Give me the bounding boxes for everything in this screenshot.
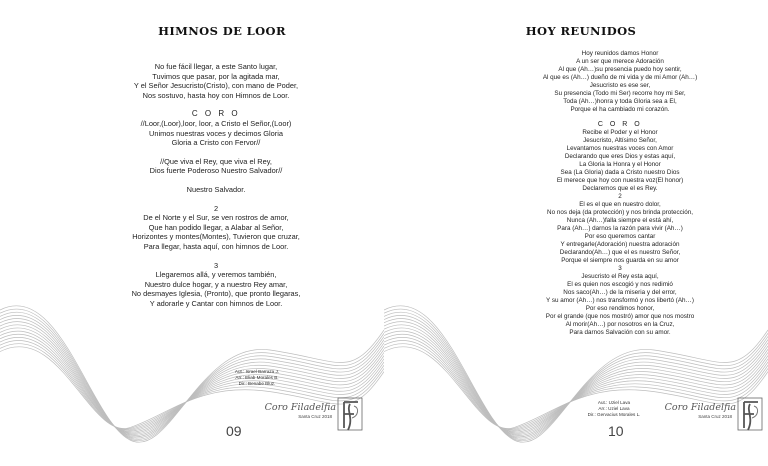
lyric-line: Por eso queremos cantar (584, 233, 656, 240)
brand-subtitle: Santa Cruz 2018 (298, 414, 332, 419)
lyric-line: No fue fácil llegar, a este Santo lugar, (154, 62, 278, 71)
lyric-line: 3 (618, 265, 622, 272)
lyric-line: 2 (213, 203, 219, 213)
lyric-line: Y entregarle(Adoración) nuestra adoración (560, 241, 680, 248)
lyric-line: De el Norte y el Sur, se ven rostros de amor, (143, 213, 289, 223)
monogram-icon (336, 396, 366, 434)
brand-name: Coro Filadelfia (264, 402, 336, 413)
lyric-line: Jesucristo es ese ser, (589, 82, 651, 89)
credit-line: Aut.: Uziel Lava (597, 400, 631, 405)
stanza-gap (96, 176, 336, 185)
lyric-line: Por eso rendimos honor, (585, 305, 655, 312)
lyric-line: Porque el siempre nos guarda en su amor (561, 257, 679, 264)
page-number: 09 (226, 423, 242, 439)
lyric-line: La Gloria la Honra y el Honor (579, 161, 661, 168)
lyric-line: No nos deja (da protección) y nos brinda protección, (547, 209, 693, 216)
brand-name: Coro Filadelfia (664, 402, 736, 413)
lyric-line: Declarando que eres Dios y estas aquí, (564, 153, 676, 160)
credit-line: Arr.: Eliab Morales B. (235, 375, 279, 381)
brand-subtitle: Santa Cruz 2018 (698, 414, 732, 419)
lyric-line: Horizontes y montes(Montes), Tuvieron que cruzar, (132, 232, 300, 242)
lyric-line: A un ser que merece Adoración (576, 58, 664, 65)
lyric-line: Nos saco(Ah…) de la miseria y del error, (563, 289, 677, 296)
stanza-gap (96, 252, 336, 261)
lyric-line: Para (Ah…) darnos la razón para vivir (Ah…) (557, 225, 683, 232)
credits (222, 369, 292, 388)
lyric-line: 3 (213, 260, 219, 270)
lyric-line: Y adorarle y Cantar con himnos de Loor. (149, 298, 283, 308)
lyric-line: Toda (Ah…)honra y toda Gloria sea a El, (563, 98, 677, 105)
stanza-gap (96, 148, 336, 157)
lyric-line: Unimos nuestras voces y decimos Gloria (149, 128, 283, 138)
page-title: HIMNOS DE LOOR (158, 24, 286, 38)
lyric-line: Hoy reunidos damos Honor (581, 50, 659, 57)
credit-line: Dir.: Gervacius Morales L. (587, 412, 641, 418)
credit-line: Dir.: Benabe Bluz. (238, 381, 276, 387)
stanza-gap (96, 100, 336, 109)
lyric-line: Por el grande (que nos mostró) amor que nos mostro (545, 313, 695, 320)
lyric-line: Gloria a Cristo con Fervor// (171, 138, 261, 148)
brand-logo (646, 396, 766, 436)
page-right (384, 0, 768, 466)
lyric-line: //Loor,(Loor),loor, loor, a Cristo el Señor,(Loor) (140, 118, 292, 128)
lyric-line: Llegaremos allá, y veremos también, (155, 270, 277, 280)
credit-line: Arr.: Uziel Lava (598, 406, 630, 412)
lyric-line: Y su amor (Ah…) nos transformó y nos libertó (Ah…) (546, 297, 694, 304)
lyric-line: Para darnos Salvación con su amor. (569, 329, 671, 336)
lyric-line: Nuestro Salvador. (186, 184, 246, 194)
lyric-line: Tuvimos que pasar, por la agitada mar, (152, 71, 280, 81)
lyric-line: No desmayes Iglesia, (Pronto), que pronto llegaras, (131, 289, 301, 299)
monogram-icon (736, 396, 766, 434)
lyric-line: //Que viva el Rey, que viva el Rey, (160, 156, 272, 166)
credits (584, 400, 644, 419)
lyric-line: Declarando(Ah…) que el es nuestro Señor, (559, 249, 681, 256)
lyrics (96, 62, 336, 308)
lyric-line: Al que (Ah…)su presencia puedo hoy sentir, (558, 66, 682, 73)
stanza-gap (508, 114, 732, 121)
lyric-line: Al morir(Ah…) por nosotros en la Cruz, (565, 321, 675, 328)
chorus-heading: C O R O (597, 121, 643, 128)
lyrics (508, 50, 732, 337)
lyric-line: Jesucristo, Altísimo Señor, (583, 137, 657, 144)
lyric-line: El es el que en nuestro dolor, (579, 201, 661, 208)
lyric-line: Porque el ha cambiado mi corazón. (570, 106, 670, 113)
lyric-line: Nos sostuvo, hasta hoy con Himnos de Loor. (142, 90, 290, 100)
lyric-line: Y el Señor Jesucristo(Cristo), con mano de Poder, (133, 81, 299, 91)
chorus-heading: C O R O (191, 109, 241, 119)
lyric-line: Nuestro dulce hogar, y a nuestro Rey amar, (144, 279, 288, 289)
lyric-line: Sea (La Gloria) dada a Cristo nuestro Dios (560, 169, 680, 176)
lyric-line: El es quien nos escogió y nos redimió (567, 281, 673, 288)
lyric-line: El merece que hoy con nuestra voz(El honor) (556, 177, 684, 184)
page-title: HOY REUNIDOS (525, 24, 637, 38)
lyric-line: Declaremos que el es Rey. (582, 185, 658, 192)
lyric-line: 2 (618, 193, 622, 200)
lyric-line: Al que es (Ah…) dueño de mi vida y de mi Amor (Ah…) (542, 74, 698, 81)
page-number: 10 (608, 423, 624, 439)
lyric-line: Recibe el Poder y el Honor (582, 129, 658, 136)
stanza-gap (96, 195, 336, 204)
lyric-line: Su presencia (Todo mi Ser) recorre hoy mi Ser, (554, 90, 686, 97)
lyric-line: Dios fuerte Poderoso Nuestro Salvador// (149, 166, 283, 176)
lyric-line: Jesucristo el Rey esta aquí, (581, 273, 659, 280)
credit-line: Aut.: Israel Barraza J. (234, 369, 280, 374)
brand-logo (236, 396, 366, 436)
lyric-line: Levantamos nuestras voces con Amor (566, 145, 674, 152)
lyric-line: Que han podido llegar, a Alabar al Señor, (148, 222, 284, 232)
lyric-line: Nunca (Ah…)falla siempre el está ahí, (566, 217, 674, 224)
lyric-line: Para llegar, hasta aquí, con himnos de Loor. (143, 241, 289, 251)
